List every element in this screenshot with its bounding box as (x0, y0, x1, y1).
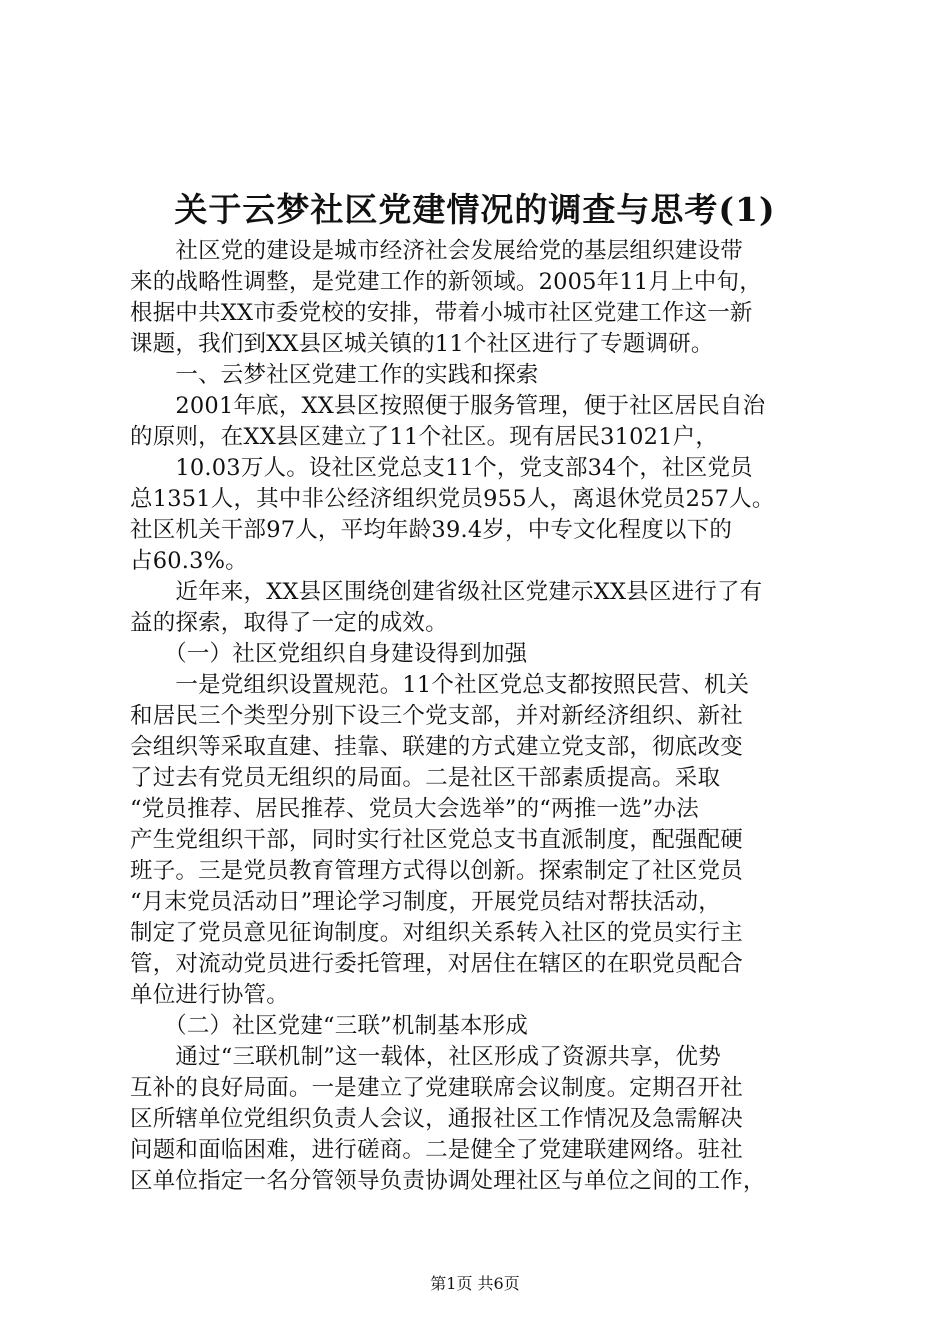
body-line: 互补的良好局面。一是建立了党建联席会议制度。定期召开社 (130, 1075, 743, 1101)
body-line: 了过去有党员无组织的局面。二是社区干部素质提高。采取 (130, 765, 721, 791)
body-line: “党员推荐、居民推荐、党员大会选举”的“两推一选”办法 (130, 796, 699, 822)
body-line: 会组织等采取直建、挂靠、联建的方式建立党支部，彻底改变 (130, 734, 743, 760)
body-line: 一是党组织设置规范。11个社区党总支都按照民营、机关 (130, 672, 750, 698)
body-line: 问题和面临困难，进行磋商。二是健全了党建联建网络。驻社 (130, 1137, 743, 1163)
body-line: 的原则，在XX县区建立了11个社区。现有居民31021户， (130, 424, 719, 450)
body-line: 益的探索，取得了一定的成效。 (130, 610, 448, 636)
body-line: 产生党组织干部，同时实行社区党总支书直派制度，配强配硬 (130, 827, 743, 853)
body-line: 通过“三联机制”这一载体，社区形成了资源共享，优势 (130, 1044, 721, 1070)
body-line: （二）社区党建“三联”机制基本形成 (130, 1013, 529, 1039)
body-line: 2001年底，XX县区按照便于服务管理，便于社区居民自治 (130, 393, 766, 419)
body-line: 根据中共XX市委党校的安排，带着小城市社区党建工作这一新 (130, 300, 753, 326)
body-line: 和居民三个类型分别下设三个党支部，并对新经济组织、新社 (130, 703, 743, 729)
body-line: 一、云梦社区党建工作的实践和探索 (130, 362, 539, 388)
body-line: “月末党员活动日”理论学习制度，开展党员结对帮扶活动， (130, 889, 721, 915)
body-line: 管，对流动党员进行委托管理，对居住在辖区的在职党员配合 (130, 951, 743, 977)
body-line: 班子。三是党员教育管理方式得以创新。探索制定了社区党员 (130, 858, 743, 884)
body-line: 来的战略性调整，是党建工作的新领域。2005年11月上中旬， (130, 269, 762, 295)
body-line: 近年来，XX县区围绕创建省级社区党建示XX县区进行了有 (130, 579, 763, 605)
body-line: 区所辖单位党组织负责人会议，通报社区工作情况及急需解决 (130, 1106, 743, 1132)
body-line: 社区机关干部97人，平均年龄39.4岁，中专文化程度以下的 (130, 517, 733, 543)
body-line: （一）社区党组织自身建设得到加强 (130, 641, 528, 667)
body-line: 区单位指定一名分管领导负责协调处理社区与单位之间的工作， (130, 1168, 766, 1194)
body-line: 课题，我们到XX县区城关镇的11个社区进行了专题调研。 (130, 331, 714, 357)
body-line: 总1351人，其中非公经济组织党员955人，离退休党员257人。 (130, 486, 775, 512)
page-footer: 第1页 共6页 (430, 1274, 520, 1293)
document-body (130, 236, 836, 1197)
body-line: 占60.3%。 (130, 548, 248, 574)
body-line: 10.03万人。设社区党总支11个，党支部34个，社区党员 (130, 455, 753, 481)
body-line: 制定了党员意见征询制度。对组织关系转入社区的党员实行主 (130, 920, 743, 946)
document-title: 关于云梦社区党建情况的调查与思考(1) (174, 190, 776, 229)
body-line: 社区党的建设是城市经济社会发展给党的基层组织建设带 (130, 238, 743, 264)
body-line: 单位进行协管。 (130, 982, 289, 1008)
